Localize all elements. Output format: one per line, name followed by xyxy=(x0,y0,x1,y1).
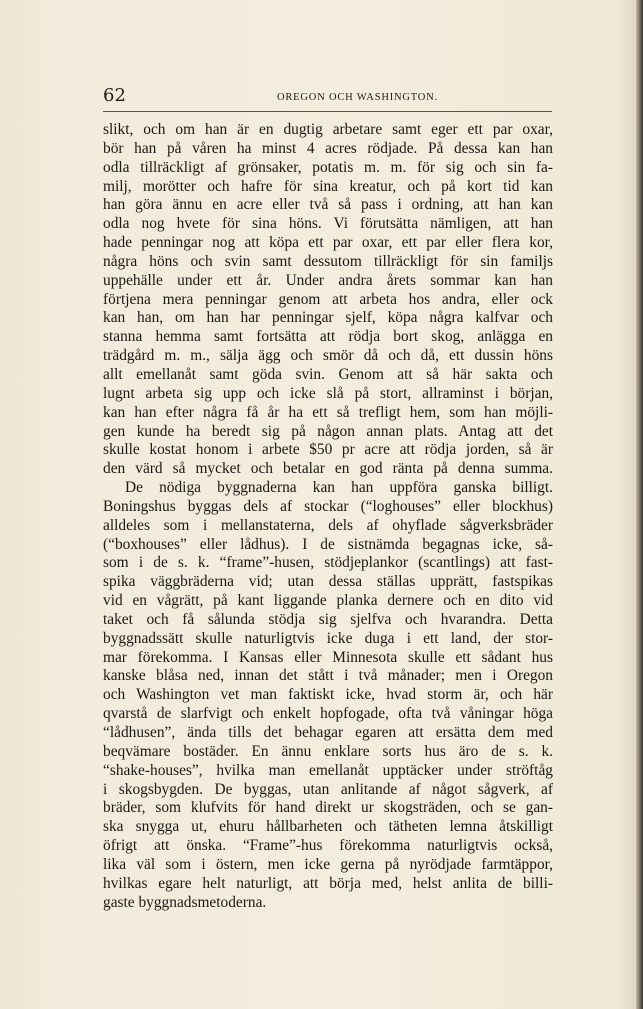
page-number: 62 xyxy=(103,85,126,106)
text-line: hvilkas egare helt naturligt, att börja med, helst anlita de billi- xyxy=(103,874,553,892)
text-line: odla nog hvete för sina höns. Vi förutsätta nämligen, att han xyxy=(103,215,553,233)
text-line: qvarstå de slarfvigt och enkelt hopfogade, ofta två våningar höga xyxy=(103,705,553,723)
text-line: “lådhusen”, ända tills det behagar egaren att ersätta dem med xyxy=(103,724,553,741)
text-line: taket och få sålunda stödja sig sjelfva och hvarandra. Detta xyxy=(103,610,553,628)
text-line: bräder, som klufvits för hand direkt ur skogsträden, och se gan- xyxy=(103,799,553,817)
text-line: gaste byggnadsmetoderna. xyxy=(103,893,267,911)
text-line: som i de s. k. “frame”-husen, stödjeplankor (scantlings) att fast- xyxy=(103,554,553,572)
text-line: hade penningar nog att köpa ett par oxar, ett par eller flera kor, xyxy=(103,234,553,252)
text-line: stanna hemma samt fortsätta att rödja bort skog, anlägga en xyxy=(103,328,553,346)
text-line: kanske blåsa ned, innan det stått i två månader; men i Oregon xyxy=(103,667,553,685)
text-line: alldeles som i mellanstaterna, dels af ohyflade sågverksbräder xyxy=(103,516,553,534)
text-line: den värd så mycket och betalar en god ränta på denna summa. xyxy=(103,460,553,478)
text-line: öfrigt att önska. “Frame”-hus förekomma naturligtvis också, xyxy=(103,837,553,855)
text-line: uppehälle under ett år. Under andra årets sommar kan han xyxy=(103,271,553,289)
text-line: (“boxhouses” eller lådhus). I de sistnämda begagnas icke, så- xyxy=(103,535,553,553)
page-header xyxy=(103,84,552,110)
text-line: byggnadssätt skulle naturligtvis icke duga i ett land, der stor- xyxy=(103,629,553,647)
header-rule xyxy=(103,111,552,112)
text-line: Boningshus byggas dels af stockar (“loghouses” eller blockhus) xyxy=(103,497,553,515)
text-line: och Washington vet man faktiskt icke, hvad storm är, och här xyxy=(103,686,553,704)
text-line: slikt, och om han är en dugtig arbetare samt eger ett par oxar, xyxy=(103,121,553,138)
text-line: beqvämare bostäder. En ännu enklare sorts hus äro de s. k. xyxy=(103,742,553,760)
text-line: i skogsbygden. De byggas, utan anlitande af något sågverk, af xyxy=(103,780,553,798)
page-edge-shadow xyxy=(636,0,643,1009)
text-line: bör han på våren ha minst 4 acres rödjade. På dessa kan han xyxy=(103,139,553,157)
text-line: De nödiga byggnaderna kan han uppföra ganska billigt. xyxy=(125,479,553,497)
text-line: ska snygga ut, ehuru hållbarheten och tätheten lemna åtskilligt xyxy=(103,818,553,836)
text-line: milj, morötter och hafre för sina kreatur, och på kort tid kan xyxy=(103,177,553,195)
text-line: allt emellanåt samt göda svin. Genom att så här sakta och xyxy=(103,365,553,383)
body-text xyxy=(103,121,553,912)
text-line: “shake-houses”, hvilka man emellanåt upptäcker under ströftåg xyxy=(103,761,553,779)
running-head: OREGON OCH WASHINGTON. xyxy=(276,92,438,103)
text-line: lika väl som i östern, men icke gerna på nyrödjade farmtäppor, xyxy=(103,855,553,873)
text-line: spika väggbräderna vid; utan dessa ställas upprätt, fastspikas xyxy=(103,573,553,591)
text-line: kan han efter några få år ha ett så trefligt hem, som han möjli- xyxy=(103,403,553,421)
text-line: några höns och svin samt dessutom tillräckligt för sin familjs xyxy=(103,252,553,270)
text-line: odla tillräckligt af grönsaker, potatis m. m. för sig och sin fa- xyxy=(103,158,553,176)
text-line: han göra ännu en acre eller två så pass i ordning, att han kan xyxy=(103,196,553,214)
text-line: trädgård m. m., sälja ägg och smör då och då, ett dussin höns xyxy=(103,347,553,365)
text-line: gen kunde ha beredt sig på någon annan plats. Antag att det xyxy=(103,422,553,440)
text-line: kan han, om han har penningar sjelf, köpa några kalfvar och xyxy=(103,309,553,327)
text-line: lugnt arbeta sig upp och icke slå på stort, allraminst i början, xyxy=(103,384,553,402)
text-line: skulle kostat honom i arbete $50 pr acre att rödja jorden, så är xyxy=(103,441,553,459)
text-line: vid en vågrätt, på kant liggande planka dernere och en dito vid xyxy=(103,592,553,610)
text-line: förtjena mera penningar genom att arbeta hos andra, eller ock xyxy=(103,290,553,308)
text-line: mar förekomma. I Kansas eller Minnesota skulle ett sådant hus xyxy=(103,648,553,666)
